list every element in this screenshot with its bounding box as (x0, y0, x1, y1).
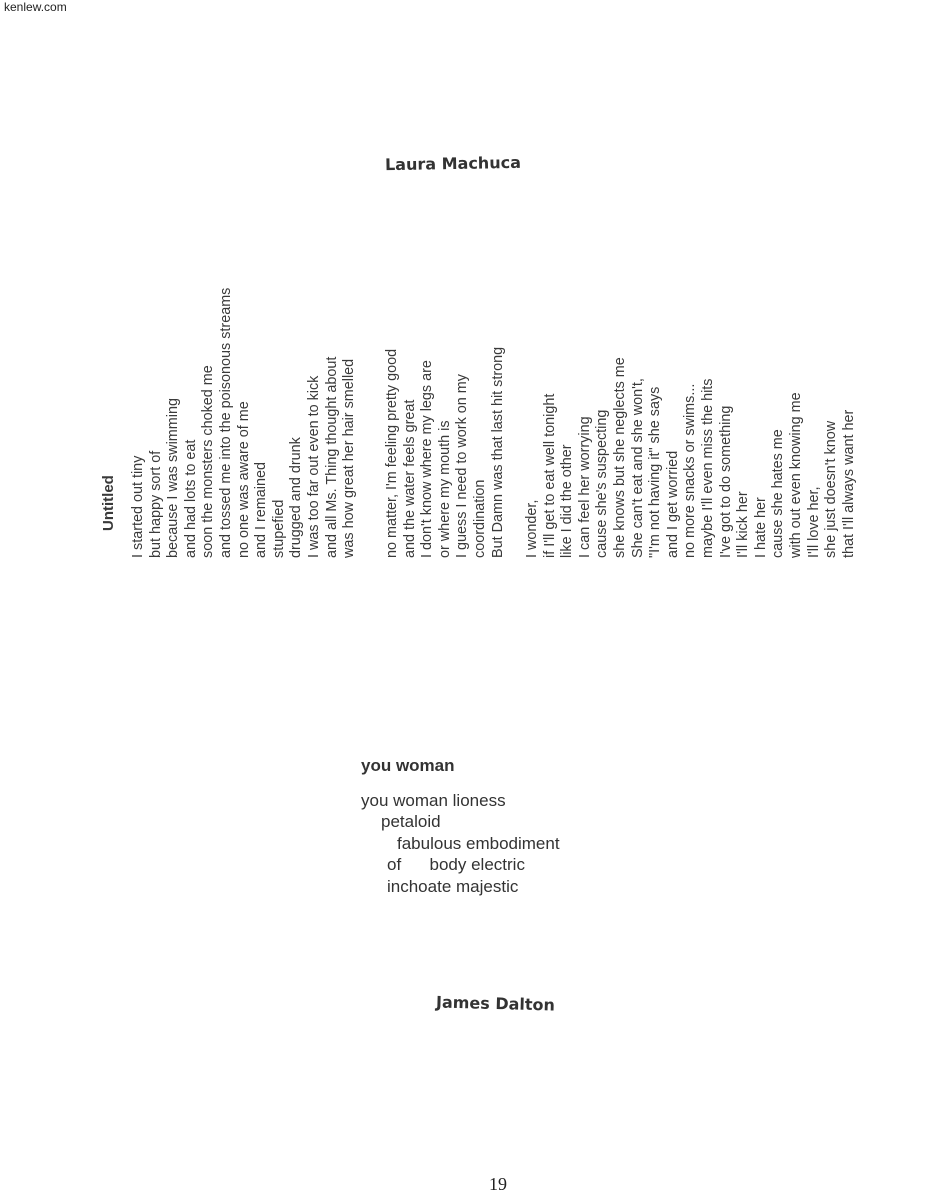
author-name-top: Laura Machuca (384, 152, 522, 175)
poem-line: she just doesn't know (823, 420, 840, 558)
poem-line: and tossed me into the poisonous streams (217, 287, 234, 558)
poem-line: I'll kick her (735, 491, 752, 558)
poem-line: fabulous embodiment (397, 833, 560, 853)
poem-line: because I was swimming (165, 398, 182, 558)
poem-stanza-2 (384, 347, 507, 558)
poem-line: if I'll get to eat well tonight (541, 393, 558, 558)
poem-title-you-woman: you woman (361, 756, 455, 775)
author-name-bottom: James Dalton (435, 992, 556, 1015)
poem-line: soon the monsters choked me (200, 365, 217, 558)
page-number: 19 (489, 1174, 507, 1194)
poem-line: and I remained (253, 462, 270, 558)
poem-you-woman (361, 756, 560, 897)
poem-line: maybe I'll even miss the hits (699, 378, 716, 558)
poem-line: petaloid (381, 812, 441, 832)
poem-line: "I'm not having it" she says (647, 386, 664, 558)
poem-line: was how great her hair smelled (341, 358, 358, 558)
poem-line: I don't know where my legs are (419, 360, 436, 558)
poem-line: inchoate majestic (387, 876, 519, 896)
poem-line: She can't eat and she won't, (629, 378, 646, 558)
poem-stanza-1 (130, 288, 359, 558)
poem-line: I'll love her, (805, 486, 822, 558)
poem-line: I hate her (752, 497, 769, 558)
poem-line: you woman lioness (361, 791, 506, 810)
poem-line: or where my mouth is (436, 420, 453, 558)
poem-line: of body electric (387, 855, 525, 875)
poem-line: no more snacks or swims... (682, 383, 699, 558)
poem-line: she knows but she neglects me (611, 357, 628, 558)
poem-line: and all Ms. Thing thought about (323, 356, 340, 558)
poem-line: cause she's suspecting (594, 409, 611, 558)
poem-line: and had lots to eat (182, 439, 199, 558)
poem-line: cause she hates me (770, 429, 787, 558)
watermark-text: kenlew.com (4, 0, 67, 14)
poem-title-untitled: Untitled (100, 475, 117, 531)
poem-line: and the water feels great (401, 399, 418, 558)
poem-line: I can feel her worrying (576, 416, 593, 558)
poem-line: I've got to do something (717, 405, 734, 558)
poem-line: I started out tiny (130, 455, 146, 558)
poem-line: But Damn was that last hit strong (489, 346, 506, 558)
poem-line: that I'll always want her (840, 409, 857, 558)
poem-line: no one was aware of me (235, 401, 252, 558)
poem-line: like I did the other (559, 444, 576, 558)
poem-line: no matter, I'm feeling pretty good (384, 348, 400, 558)
poem-line: but happy sort of (147, 450, 164, 558)
poem-line: stupefied (270, 499, 287, 558)
poem-stanza-3 (524, 357, 858, 558)
poem-line: I was too far out even to kick (305, 375, 322, 558)
poem-line: drugged and drunk (288, 437, 305, 558)
poem-line: with out even knowing me (787, 392, 804, 558)
poem-line: and I get worried (664, 450, 681, 558)
poem-line: I guess I need to work on my (454, 374, 471, 558)
poem-line: I wonder, (524, 499, 540, 558)
poem-line: coordination (471, 479, 488, 558)
